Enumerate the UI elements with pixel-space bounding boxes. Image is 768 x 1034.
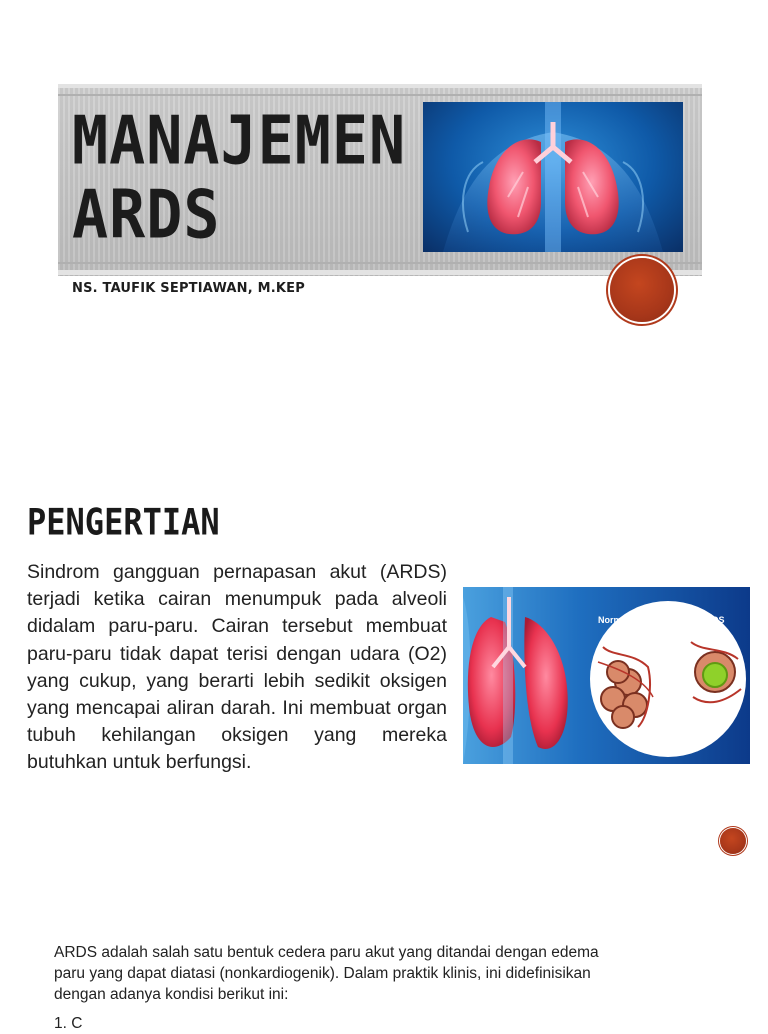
alveoli-comparison-image bbox=[463, 587, 750, 764]
lungs-illustration-icon bbox=[423, 102, 683, 252]
decorative-circle-icon bbox=[720, 828, 746, 854]
author-name: NS. TAUFIK SEPTIAWAN, M.KEP bbox=[72, 281, 305, 296]
ards-label: ARDS bbox=[699, 615, 725, 625]
band-divider bbox=[58, 94, 702, 96]
body-paragraph: ARDS adalah salah satu bentuk cedera paru akut yang ditandai dengan edema paru yang dapat diatasi (nonkardiogenik). Dalam praktik klinis, ini didefinisikan dengan adanya kondisi berikut ini: bbox=[54, 944, 599, 1003]
list-item: 1. C bbox=[54, 1015, 83, 1032]
lungs-xray-image bbox=[423, 102, 683, 252]
definition-paragraph: Sindrom gangguan pernapasan akut (ARDS) terjadi ketika cairan menumpuk pada alveoli didalam paru-paru. Cairan tersebut membuat paru-paru tidak dapat terisi dengan udara (O2) yang cukup, yang berarti lebih sedikit oksigen yang mencapai aliran darah. Ini membuat organ tubuh kehilangan oksigen yang mereka butuhkan untuk berfungsi. bbox=[27, 561, 447, 774]
decorative-circle-icon bbox=[610, 258, 674, 322]
band-divider bbox=[58, 262, 702, 264]
section-heading: PENGERTIAN bbox=[27, 500, 220, 544]
slide-title bbox=[72, 101, 412, 255]
normal-alveoli-label: Normal Alveoli bbox=[598, 615, 661, 625]
slide-title-line-2: ARDS bbox=[72, 175, 221, 255]
slide-title-line-1: MANAJEMEN bbox=[72, 101, 407, 181]
band-divider bbox=[58, 270, 702, 275]
alveoli-illustration-icon bbox=[463, 587, 750, 764]
band-divider bbox=[58, 84, 702, 88]
